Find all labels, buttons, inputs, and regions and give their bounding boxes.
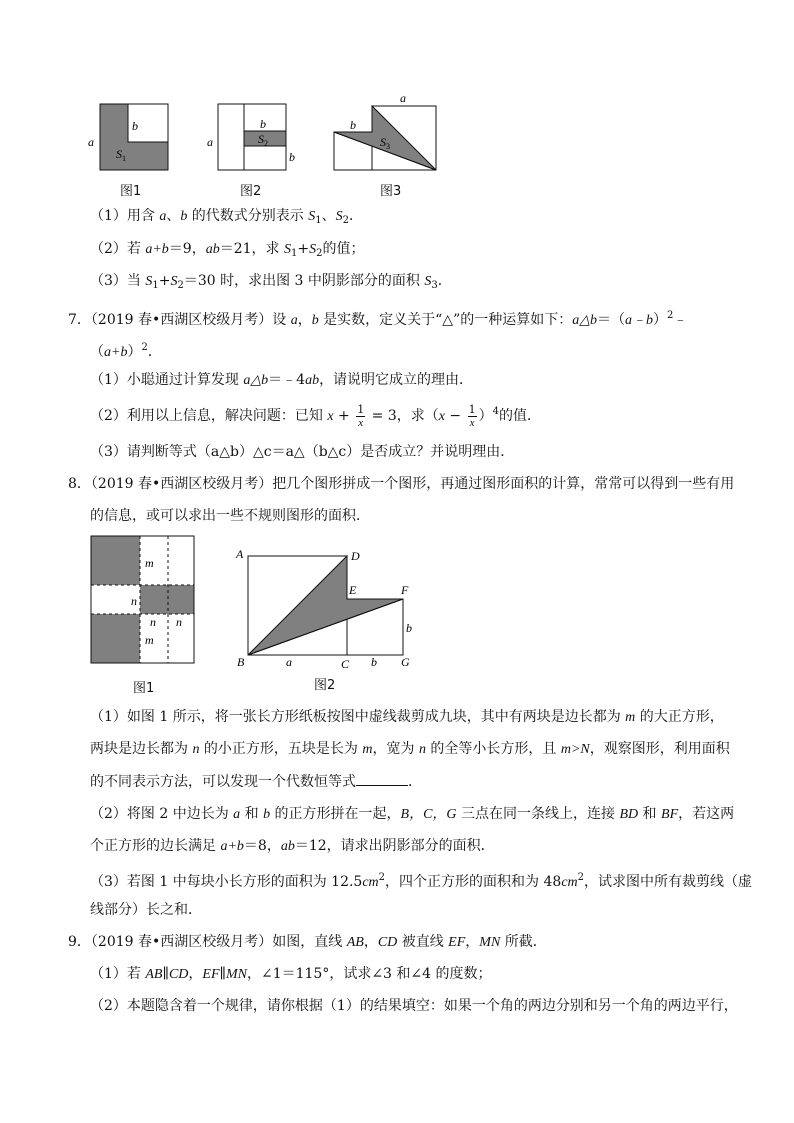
q8-fig2-b-bottom: b (371, 655, 377, 669)
q7-stem-line2: $(a+b)^2$． (90, 342, 162, 360)
q8-fig1-n-left: n (131, 594, 137, 608)
fig3-caption: 图3 (380, 184, 402, 199)
q6-part3: （3）当 $S_1+S_2=30$ 时，求出图 3 中阴影部分的面积 $S_3$． (90, 273, 452, 291)
q8-fig2-F: F (401, 583, 409, 597)
q8-part1-line1: （1）如图 1 所示，将一张长方形纸板按图中虚线裁剪成九块，其中有两块是边长都为 m 的大正方形， (90, 709, 724, 725)
q7-part1: （1）小聪通过计算发现 a△b＝﹣4ab，请说明它成立的理由． (90, 372, 474, 388)
fig3-label-a: a (400, 91, 406, 105)
fig1-label-a: a (88, 135, 94, 149)
q8-fig2-b-right: b (406, 621, 412, 635)
q8-part3-line1: （3）若图 1 中每块小长方形的面积为 $12.5cm^2$，四个正方形的面积和为 $48cm^2$，试求图中所有裁剪线（虚 (90, 872, 753, 890)
figure-3-squares (334, 91, 436, 170)
q6-part1: （1）用含 a、b 的代数式分别表示 $S_1$、$S_2$． (90, 208, 364, 226)
answer-blank[interactable] (356, 772, 408, 786)
fig2-caption: 图2 (240, 184, 262, 199)
q8-fig2-E: E (349, 583, 357, 597)
q8-fig2-caption: 图2 (314, 678, 336, 693)
figure-2-squares (207, 104, 295, 170)
fraction-1-over-x: $\frac{1}{x}$ (357, 402, 365, 429)
q9-part1: （1）若 AB∥CD，EF∥MN，∠1＝115°，试求∠3 和∠4 的度数； (90, 966, 492, 982)
fig1-label-s1: $S_1$ (116, 147, 126, 163)
q8-fig2-D: D (351, 549, 360, 563)
q9-stem: 9．（2019 春•西湖区校级月考）如图，直线 AB，CD 被直线 EF，MN 所截． (68, 934, 547, 950)
fraction-1-over-x-2: $\frac{1}{x}$ (468, 402, 476, 429)
q8-part2-line2: 个正方形的边长满足 a+b＝8，ab＝12，请求出阴影部分的面积． (90, 838, 495, 854)
fig3-label-s3: $S_3$ (380, 135, 390, 151)
q8-fig1-m-top: m (145, 556, 154, 570)
fig2-label-b-right: b (289, 150, 295, 164)
q8-fig1-n-right: n (176, 615, 182, 629)
q8-figure-1 (91, 536, 194, 663)
q6-part2: （2）若 a+b＝9，ab＝21，求 $S_1+S_2$的值； (90, 241, 365, 259)
q8-fig1-n-mid: n (150, 615, 156, 629)
figure-1-squares (88, 104, 168, 170)
q8-stem-line2: 的信息，或可以求出一些不规则图形的面积． (90, 508, 370, 524)
fig3-label-b: b (350, 118, 356, 132)
q7-stem-line1: 7．（2019 春•西湖区校级月考）设 a，b 是实数，定义关于“△”的一种运算如下：a△b＝（a﹣b）$^2$﹣ (68, 310, 688, 328)
q8-fig1-caption: 图1 (133, 681, 155, 696)
fig1-caption: 图1 (120, 184, 142, 199)
q8-fig2-G: G (401, 655, 410, 669)
fig2-label-b-top: b (260, 117, 266, 131)
q8-part3-line2: 线部分）长之和． (90, 902, 202, 918)
q8-fig2-A: A (236, 547, 244, 561)
q8-fig2-C: C (341, 657, 350, 670)
q7-part3: （3）请判断等式（a△b）△c＝a△（b△c）是否成立？并说明理由． (90, 444, 515, 460)
q7-part2: （2）利用以上信息，解决问题：已知 x + $\frac{1}{x}$ = 3，求（x − $\frac{1}{x}$ ）$^4$的值． (90, 402, 541, 429)
q8-fig2-a: a (286, 655, 292, 669)
q8-part1-line3: 的不同表示方法，可以发现一个代数恒等式 ． (90, 774, 422, 790)
fig2-label-a: a (207, 135, 213, 149)
q8-fig1-m-bottom: m (145, 633, 154, 647)
q8-figures (84, 530, 424, 670)
q8-stem-line1: 8．（2019 春•西湖区校级月考）把几个图形拼成一个图形，再通过图形面积的计算，常常可以得到一些有用 (68, 476, 735, 492)
fig2-label-s2: $S_2$ (258, 132, 268, 148)
fig1-label-b: b (132, 119, 138, 133)
q8-fig2-B: B (237, 655, 245, 669)
q8-figure-2 (235, 547, 412, 670)
q9-part2: （2）本题隐含着一个规律，请你根据（1）的结果填空：如果一个角的两边分别和另一个角的两边平行， (90, 998, 738, 1014)
q8-part2-line1: （2）将图 2 中边长为 a 和 b 的正方形拼在一起，B，C，G 三点在同一条线上，连接 BD 和 BF，若这两 (90, 806, 735, 822)
q8-part1-line2: 两块是边长都为 n 的小正方形，五块是长为 m，宽为 n 的全等小长方形，且 m>N，观察图形，利用面积 (90, 741, 730, 757)
